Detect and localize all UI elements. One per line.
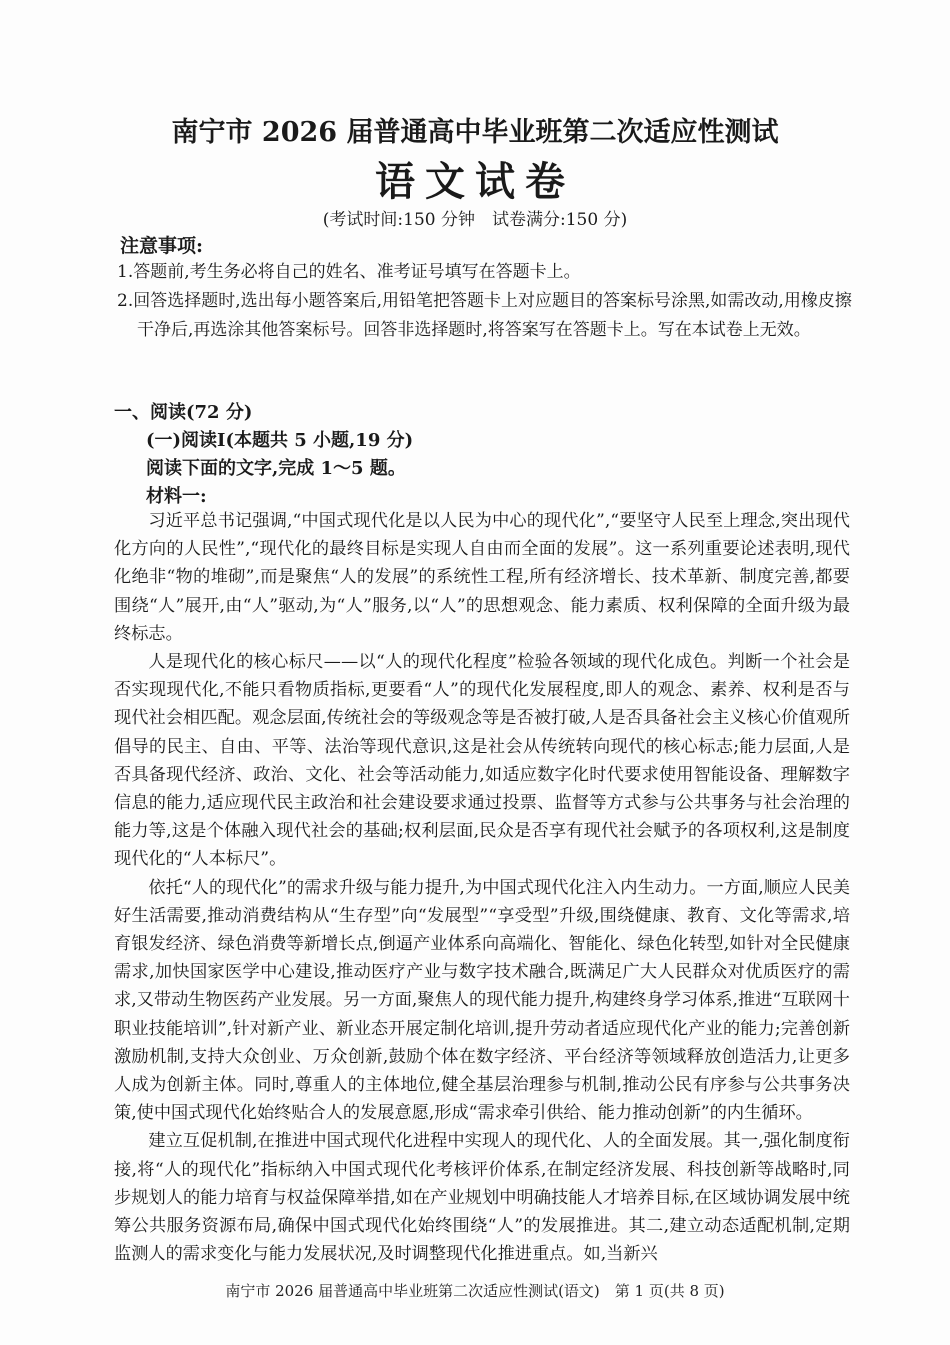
passage-paragraph: 人是现代化的核心标尺——以“人的现代化程度”检验各领域的现代化成色。判断一个社会是否实现现代化,不能只看物质指标,更要看“人”的现代化发展程度,即人的观念、素养、权利是否与现代社会相匹配。观念层面,传统社会的等级观念等是否被打破,人是否具备社会主义核心价值观所倡导的民主、自由、平等、法治等现代意识,这是社会从传统转向现代的核心标志;能力层面,人是否具备现代经济、政治、文化、社会等活动能力,如适应数字化时代要求使用智能设备、理解数字信息的能力,适应现代民主政治和社会建设要求通过投票、监督等方式参与公共事务与社会治理的能力等,这是个体融入现代社会的基础;权利层面,民众是否享有现代社会赋予的各项权利,这是制度现代化的“人本标尺”。 bbox=[114, 652, 850, 870]
notice-list bbox=[117, 258, 855, 345]
reading-instruction: 阅读下面的文字,完成 1～5 题。 bbox=[146, 458, 406, 479]
section-heading: 一、阅读(72 分) bbox=[114, 402, 253, 423]
page-footer: 南宁市 2026 届普通高中毕业班第二次适应性测试(语文) 第 1 页(共 8 页) bbox=[225, 1282, 725, 1300]
passage-paragraph: 习近平总书记强调,“中国式现代化是以人民为中心的现代化”,“要坚守人民至上理念,突出现代化方向的人民性”,“现代化的最终目标是实现人自由而全面的发展”。这一系列重要论述表明,现代化绝非“物的堆砌”,而是聚焦“人的发展”的系统性工程,所有经济增长、技术革新、制度完善,都要围绕“人”展开,由“人”驱动,为“人”服务,以“人”的思想观念、能力素质、权利保障的全面升级为最终标志。 bbox=[114, 511, 850, 644]
subject-title: 语文试卷 bbox=[375, 158, 575, 205]
notice-item: 2.回答选择题时,选出每小题答案后,用铅笔把答题卡上对应题目的答案标号涂黑,如需改动,用橡皮擦干净后,再选涂其他答案标号。回答非选择题时,将答案写在答题卡上。写在本试卷上无效。 bbox=[117, 291, 852, 340]
passage-paragraph: 建立互促机制,在推进中国式现代化进程中实现人的现代化、人的全面发展。其一,强化制度衔接,将“人的现代化”指标纳入中国式现代化考核评价体系,在制定经济发展、科技创新等战略时,同步规划人的能力培育与权益保障举措,如在产业规划中明确技能人才培养目标,在区域协调发展中统筹公共服务资源布局,确保中国式现代化始终围绕“人”的发展推进。其二,建立动态适配机制,定期监测人的需求变化与能力发展状况,及时调整现代化推进重点。如,当新兴 bbox=[114, 1131, 850, 1265]
reading-passage bbox=[114, 507, 850, 1268]
passage-paragraph: 依托“人的现代化”的需求升级与能力提升,为中国式现代化注入内生动力。一方面,顺应人民美好生活需要,推动消费结构从“生存型”向“发展型”“享受型”升级,围绕健康、教育、文化等需求,培育银发经济、绿色消费等新增长点,倒逼产业体系向高端化、智能化、绿色化转型,如针对全民健康需求,加快国家医学中心建设,推动医疗产业与数字技术融合,既满足广大人民群众对优质医疗的需求,又带动生物医药产业发展。另一方面,聚焦人的现代能力提升,构建终身学习体系,推进“互联网十职业技能培训”,针对新产业、新业态开展定制化培训,提升劳动者适应现代化产业的能力;完善创新激励机制,支持大众创业、万众创新,鼓励个体在数字经济、平台经济等领域释放创造活力,让更多人成为创新主体。同时,尊重人的主体地位,健全基层治理参与机制,推动公民有序参与公共事务决策,使中国式现代化始终贴合人的发展意愿,形成“需求牵引供给、能力推动创新”的内生循环。 bbox=[114, 877, 850, 1124]
material-label: 材料一: bbox=[146, 486, 207, 507]
notice-title: 注意事项: bbox=[120, 235, 204, 257]
notice-item: 1.答题前,考生务必将自己的姓名、准考证号填写在答题卡上。 bbox=[117, 262, 581, 282]
exam-title: 南宁市 2026 届普通高中毕业班第二次适应性测试 bbox=[171, 117, 779, 148]
subsection-heading: (一)阅读Ⅰ(本题共 5 小题,19 分) bbox=[146, 430, 414, 451]
exam-time-score: (考试时间:150 分钟 试卷满分:150 分) bbox=[322, 210, 628, 230]
